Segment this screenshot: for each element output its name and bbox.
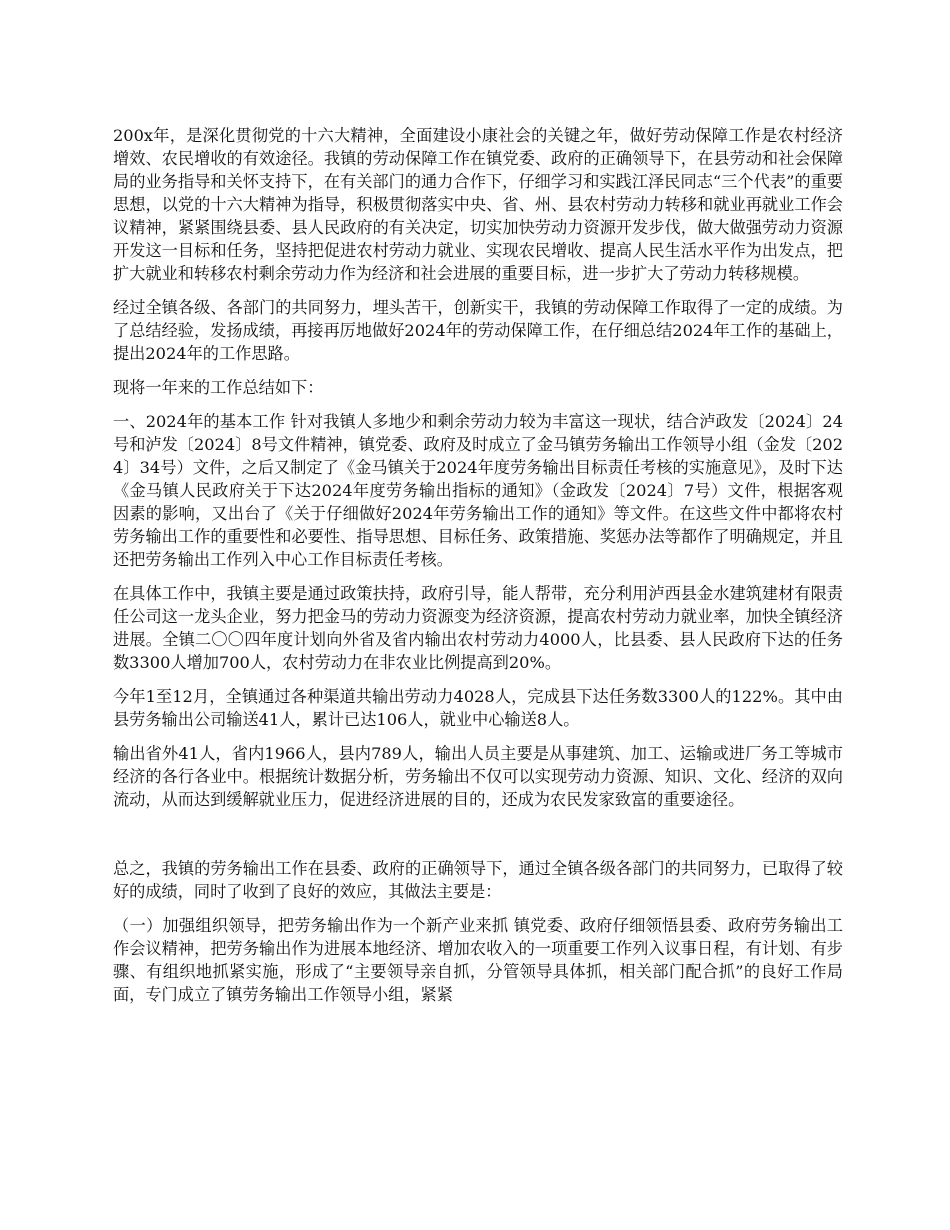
paragraph-basic-work: 一、2024年的基本工作 针对我镇人多地少和剩余劳动力较为丰富这一现状，结合泸政发〔2024〕24号和泸发〔2024〕8号文件精神，镇党委、政府及时成立了金马镇劳务输出工作领导小组（金发〔2024〕34号）文件，之后又制定了《金马镇关于2024年度劳务输出目标责任考核的实施意见》，及时下达《金马镇人民政府关于下达2024年度劳务输出指标的通知》（金政发〔2024〕7号）文件，根据客观因素的影响，又出台了《关于仔细做好2024年劳务输出工作的通知》等文件。在这些文件中都将农村劳务输出工作的重要性和必要性、指导思想、目标任务、政策措施、奖惩办法等都作了明确规定，并且还把劳务输出工作列入中心工作目标责任考核。	[113, 412, 843, 569]
paragraph-output-stats: 今年1至12月，全镇通过各种渠道共输出劳动力4028人，完成县下达任务数3300人的122%。其中由县劳务输出公司输送41人，累计已达106人，就业中心输送8人。	[113, 687, 843, 729]
paragraph-achievements: 经过全镇各级、各部门的共同努力，埋头苦干，创新实干，我镇的劳动保障工作取得了一定的成绩。为了总结经验，发扬成绩，再接再厉地做好2024年的劳动保障工作，在仔细总结2024年工作的基础上，提出2024年的工作思路。	[113, 298, 843, 363]
paragraph-summary-lead: 现将一年来的工作总结如下：	[113, 378, 324, 397]
document-body	[113, 124, 843, 1017]
section-gap	[113, 822, 843, 857]
paragraph-output-destinations: 输出省外41人，省内1966人，县内789人，输出人员主要是从事建筑、加工、运输或进厂务工等城市经济的各行各业中。根据统计数据分析，劳务输出不仅可以实现劳动力资源、知识、文化、经济的双向流动，从而达到缓解就业压力，促进经济进展的目的，还成为农民发家致富的重要途径。	[113, 744, 843, 809]
paragraph-organization: （一）加强组织领导，把劳务输出作为一个新产业来抓 镇党委、政府仔细领悟县委、政府劳务输出工作会议精神，把劳务输出作为进展本地经济、增加农收入的一项重要工作列入议事日程，有计划、有步骤、有组织地抓紧实施，形成了“主要领导亲自抓，分管领导具体抓，相关部门配合抓”的良好工作局面，专门成立了镇劳务输出工作领导小组，紧紧	[113, 916, 843, 1004]
paragraph-intro: 200x年，是深化贯彻党的十六大精神，全面建设小康社会的关键之年，做好劳动保障工作是农村经济增效、农民增收的有效途径。我镇的劳动保障工作在镇党委、政府的正确领导下，在县劳动和社会保障局的业务指导和关怀支持下，在有关部门的通力合作下，仔细学习和实践江泽民同志“三个代表”的重要思想，以党的十六大精神为指导，积极贯彻落实中央、省、州、县农村劳动力转移和就业再就业工作会议精神，紧紧围绕县委、县人民政府的有关决定，切实加快劳动力资源开发步伐，做大做强劳动力资源开发这一目标和任务，坚持把促进农村劳动力就业、实现农民增收、提高人民生活水平作为出发点，把扩大就业和转移农村剩余劳动力作为经济和社会进展的重要目标，进一步扩大了劳动力转移规模。	[113, 126, 843, 283]
paragraph-specific-work: 在具体工作中，我镇主要是通过政策扶持，政府引导，能人帮带，充分利用泸西县金水建筑建材有限责任公司这一龙头企业，努力把金马的劳动力资源变为经济资源，提高农村劳动力就业率，加快全镇经济进展。全镇二〇〇四年度计划向外省及省内输出农村劳动力4000人，比县委、县人民政府下达的任务数3300人增加700人，农村劳动力在非农业比例提高到20%。	[113, 584, 843, 672]
paragraph-conclusion: 总之，我镇的劳务输出工作在县委、政府的正确领导下，通过全镇各级各部门的共同努力，已取得了较好的成绩，同时了收到了良好的效应，其做法主要是：	[113, 859, 843, 901]
